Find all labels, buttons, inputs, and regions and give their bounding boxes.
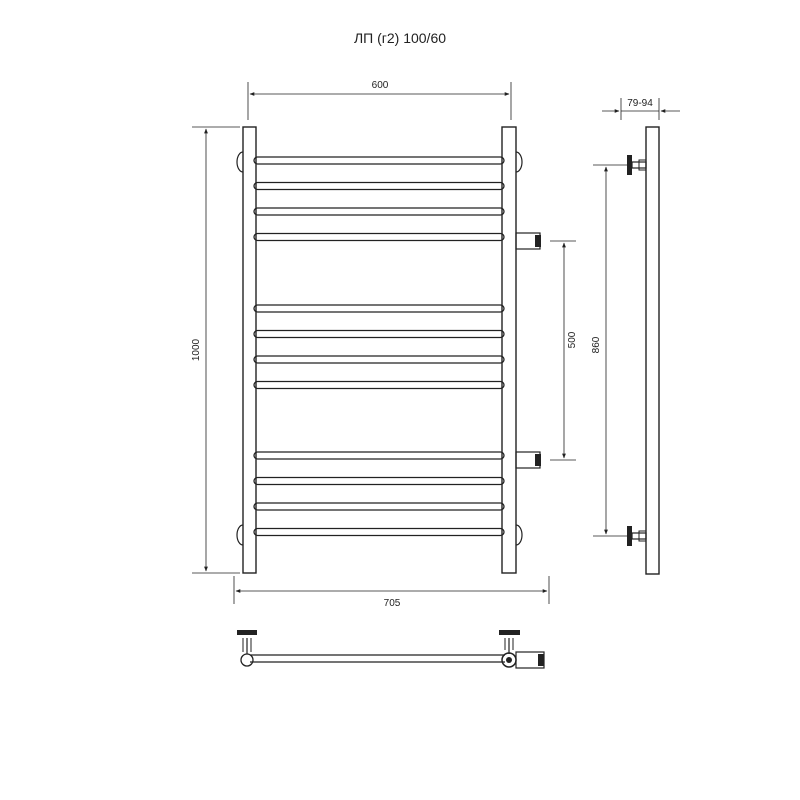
dim-label-705: 705: [383, 598, 401, 609]
drawing-title: ЛП (г2) 100/60: [353, 30, 447, 46]
top-left-end: [241, 654, 253, 666]
side-post: [646, 127, 659, 574]
rung: [254, 529, 504, 536]
rung: [254, 331, 504, 338]
upper-connection: [516, 233, 541, 249]
rung: [254, 234, 504, 241]
top-view: [237, 630, 544, 668]
rung: [254, 452, 504, 459]
left-top-mount: [237, 152, 243, 172]
rung: [254, 208, 504, 215]
right-bottom-mount: [516, 525, 522, 545]
top-right-wall-plate: [499, 630, 520, 635]
right-top-mount: [516, 152, 522, 172]
rungs: [254, 157, 504, 536]
top-left-wall-plate: [237, 630, 257, 635]
dim-label-600: 600: [371, 80, 389, 91]
rung: [254, 157, 504, 164]
rung: [254, 503, 504, 510]
dim-label-79-94: 79-94: [627, 98, 653, 109]
left-bottom-mount: [237, 525, 243, 545]
side-view: [591, 98, 680, 574]
rung: [254, 305, 504, 312]
lower-connection: [516, 452, 541, 468]
rung: [254, 356, 504, 363]
dim-label-1000: 1000: [191, 338, 202, 362]
rung: [254, 382, 504, 389]
dim-label-860: 860: [591, 336, 602, 354]
rung: [254, 183, 504, 190]
rung: [254, 478, 504, 485]
front-view: [191, 80, 578, 609]
dim-label-500: 500: [567, 331, 578, 349]
